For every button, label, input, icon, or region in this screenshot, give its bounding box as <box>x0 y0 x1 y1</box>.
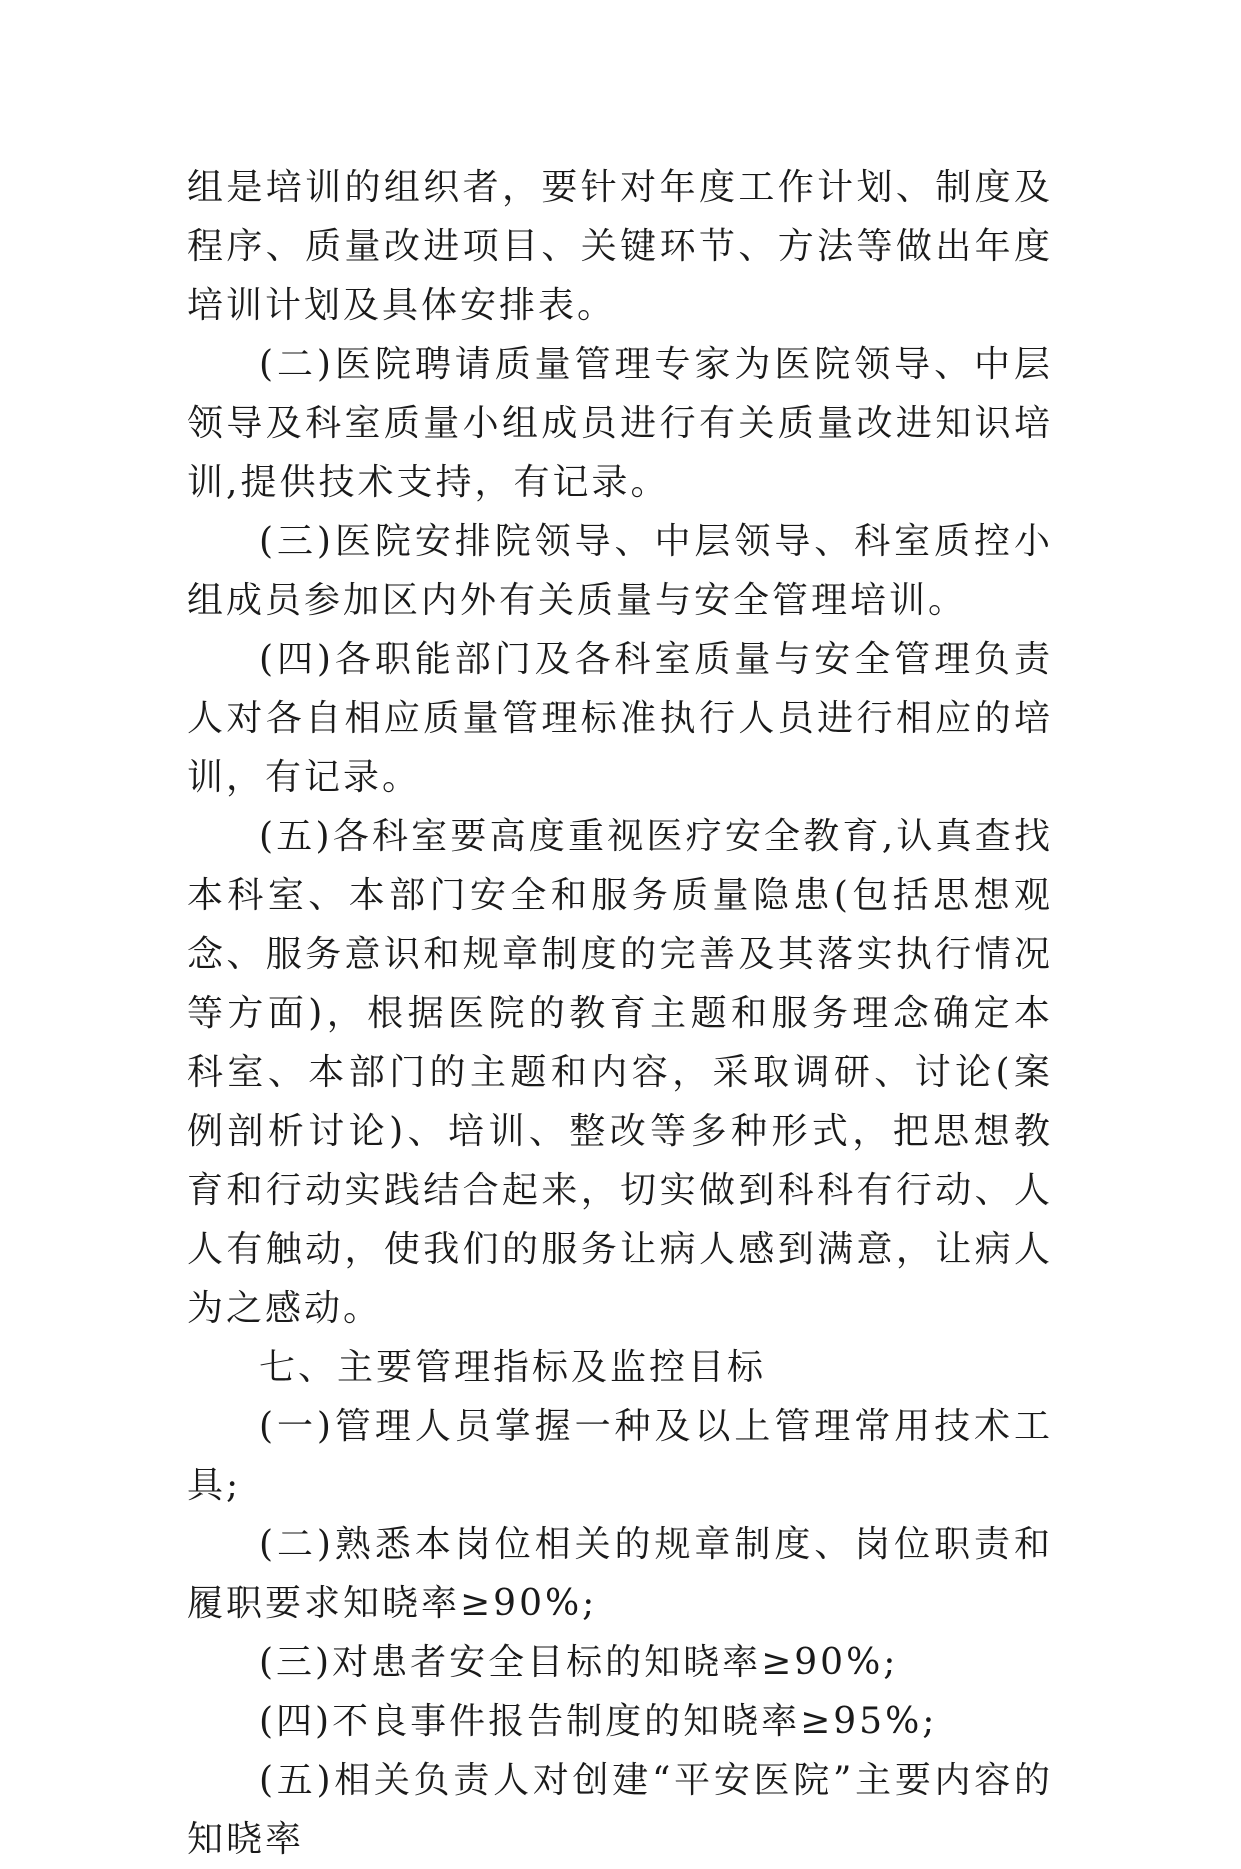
paragraph-indicator-4: (四)不良事件报告制度的知晓率≥95%; <box>259 1701 938 1742</box>
paragraph-item-3-external-training: (三)医院安排院领导、中层领导、科室质控小组成员参加区内外有关质量与安全管理培训。 <box>187 521 1053 621</box>
paragraph-indicator-1: (一)管理人员掌握一种及以上管理常用技术工具; <box>187 1406 1053 1506</box>
paragraph-indicator-2: (二)熟悉本岗位相关的规章制度、岗位职责和履职要求知晓率≥90%; <box>187 1524 1053 1624</box>
paragraph-indicator-5: (五)相关负责人对创建“平安医院”主要内容的知晓率 <box>187 1760 1053 1860</box>
paragraph-item-4-department-training: (四)各职能部门及各科室质量与安全管理负责人对各自相应质量管理标准执行人员进行相应的培训，有记录。 <box>187 639 1053 798</box>
paragraph-item-5-safety-education: (五)各科室要高度重视医疗安全教育,认真查找本科室、本部门安全和服务质量隐患(包括思想观念、服务意识和规章制度的完善及其落实执行情况等方面)，根据医院的教育主题和服务理念确定本科室、本部门的主题和内容，采取调研、讨论(案例剖析讨论)、培训、整改等多种形式，把思想教育和行动实践结合起来，切实做到科科有行动、人人有触动，使我们的服务让病人感到满意，让病人为之感动。 <box>187 816 1053 1329</box>
paragraph-item-2-expert-training: (二)医院聘请质量管理专家为医院领导、中层领导及科室质量小组成员进行有关质量改进知识培训,提供技术支持，有记录。 <box>187 344 1053 503</box>
paragraph-indicator-3: (三)对患者安全目标的知晓率≥90%; <box>259 1642 899 1683</box>
section-heading-7-indicators: 七、主要管理指标及监控目标 <box>259 1347 767 1388</box>
document-body <box>187 158 1053 1869</box>
paragraph-continued-training-plan: 组是培训的组织者，要针对年度工作计划、制度及程序、质量改进项目、关键环节、方法等做出年度培训计划及具体安排表。 <box>187 167 1053 326</box>
